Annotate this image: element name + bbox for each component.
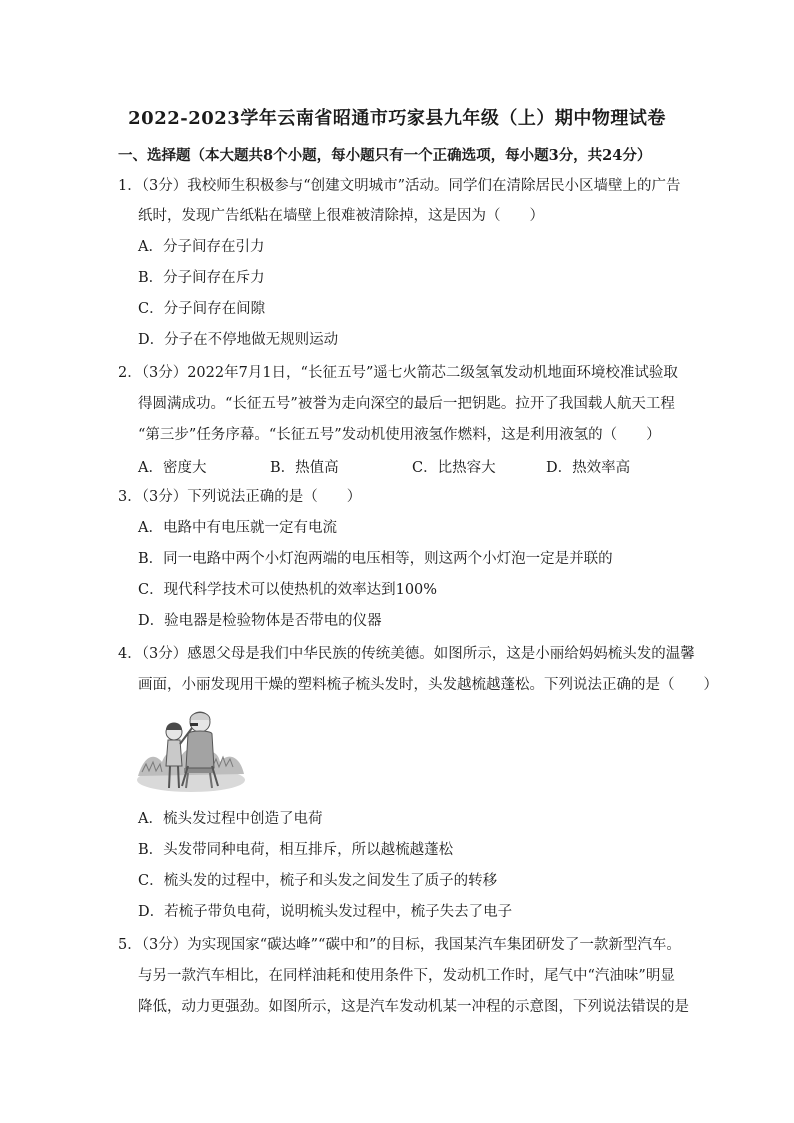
question-2-option-b: B．热值高 [270,460,339,476]
question-2-line-1: 2．（3分）2022年7月1日，“长征五号”遥七火箭芯二级氢氧发动机地面环境校准试验取 [118,365,678,381]
question-1-line-2: 纸时，发现广告纸粘在墙壁上很难被清除掉，这是因为（ ） [138,208,544,224]
question-4-option-d: D．若梳子带负电荷，说明梳头发过程中，梳子失去了电子 [138,904,513,920]
question-5-line-2: 与另一款汽车相比，在同样油耗和使用条件下，发动机工作时，尾气中“汽油味”明显 [138,968,675,984]
question-4-option-c: C．梳头发的过程中，梳子和头发之间发生了质子的转移 [138,873,498,889]
question-5-line-3: 降低，动力更强劲。如图所示，这是汽车发动机某一冲程的示意图，下列说法错误的是 [138,999,689,1015]
question-4-option-a: A．梳头发过程中创造了电荷 [138,811,323,827]
question-5-line-1: 5．（3分）为实现国家“碳达峰”“碳中和”的目标，我国某汽车集团研发了一款新型汽车。 [118,937,681,953]
page-title: 2022-2023学年云南省昭通市巧家县九年级（上）期中物理试卷 [128,108,666,129]
question-2-option-d: D．热效率高 [546,460,631,476]
comb-hair-illustration-icon [136,706,246,794]
question-4-line-2: 画面，小丽发现用干燥的塑料梳子梳头发时，头发越梳越蓬松。下列说法正确的是（ ） [138,677,718,693]
question-2-options-row [138,456,658,476]
question-1-option-b: B．分子间存在斥力 [138,270,265,286]
question-4-line-1: 4．（3分）感恩父母是我们中华民族的传统美德。如图所示，这是小丽给妈妈梳头发的温馨 [118,646,695,662]
question-3-option-a: A．电路中有电压就一定有电流 [138,520,337,536]
question-3-option-c: C．现代科学技术可以使热机的效率达到100% [138,582,438,598]
question-3-option-d: D．验电器是检验物体是否带电的仪器 [138,613,382,629]
question-2-option-a: A．密度大 [138,460,207,476]
question-2-option-c: C．比热容大 [412,460,496,476]
question-1-option-c: C．分子间存在间隙 [138,301,266,317]
question-3-line-1: 3．（3分）下列说法正确的是（ ） [118,489,362,505]
question-1-option-a: A．分子间存在引力 [138,239,265,255]
question-1-line-1: 1．（3分）我校师生积极参与“创建文明城市”活动。同学们在清除居民小区墙壁上的广告 [118,178,681,194]
question-2-line-2: 得圆满成功。“长征五号”被誉为走向深空的最后一把钥匙。拉开了我国载人航天工程 [138,396,675,412]
question-2-line-3: “第三步”任务序幕。“长征五号”发动机使用液氢作燃料，这是利用液氢的（ ） [138,427,661,443]
question-1-option-d: D．分子在不停地做无规则运动 [138,332,339,348]
question-3-option-b: B．同一电路中两个小灯泡两端的电压相等，则这两个小灯泡一定是并联的 [138,551,613,567]
section-heading: 一、选择题（本大题共8个小题，每小题只有一个正确选项，每小题3分，共24分） [118,147,652,164]
question-4-option-b: B．头发带同种电荷，相互排斥，所以越梳越蓬松 [138,842,454,858]
